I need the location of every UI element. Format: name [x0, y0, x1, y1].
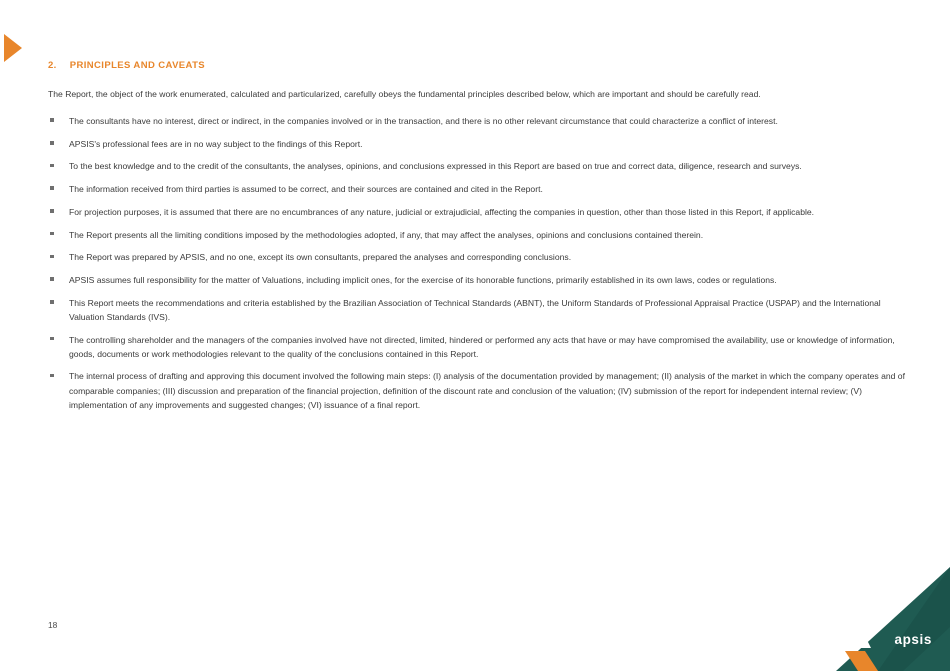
- list-item: [48, 333, 910, 361]
- list-item-text: This Report meets the recommendations and criteria established by the Brazilian Association of Technical Standards (ABNT), the Uniform Standards of Professional Appraisal Practice (USPAP) and the International Valuation Standards (IVS).: [69, 297, 881, 322]
- list-item: [48, 296, 910, 324]
- list-item: [48, 114, 910, 128]
- bullet-square-icon: [50, 255, 54, 259]
- list-item: [48, 273, 910, 287]
- list-item: [48, 159, 910, 173]
- list-item: [48, 228, 910, 242]
- list-item-text: The Report was prepared by APSIS, and no one, except its own consultants, prepared the analyses and corresponding conclusions.: [69, 252, 572, 263]
- section-heading: [48, 60, 205, 71]
- list-item-text: The internal process of drafting and approving this document involved the following main steps: (I) analysis of the documentation provided by management; (II) analysis of the market in which the company operates and of comparable companies; (III) discussion and preparation of the financial projection, definition of the discount rate and conclusion of the valuation; (IV) submission of the report for independent internal review; (V) implementation of any improvements and suggested changes; (VI) issuance of a final report.: [69, 371, 905, 410]
- list-item-text: APSIS's professional fees are in no way subject to the findings of this Report.: [69, 138, 363, 149]
- section-arrow-icon: [4, 34, 22, 62]
- bullet-square-icon: [50, 209, 54, 213]
- list-item-text: The controlling shareholder and the managers of the companies involved have not directed, limited, hindered or performed any acts that have or may have compromised the availability, use or knowledge of information, goods, documents or work methodologies relevant to the quality of the conclusions contained in this Report.: [69, 334, 895, 359]
- principles-list: [48, 114, 910, 421]
- list-item-text: APSIS assumes full responsibility for the matter of Valuations, including implicit ones, for the exercise of its honorable functions, primarily established in its own laws, codes or regulations.: [69, 274, 777, 285]
- triangle-mark-icon: [856, 633, 871, 648]
- bullet-square-icon: [50, 337, 54, 341]
- bullet-square-icon: [50, 118, 54, 122]
- section-number: 2.: [48, 60, 57, 71]
- list-item-text: To the best knowledge and to the credit of the consultants, the analyses, opinions, and conclusions expressed in this Report are based on true and correct data, diligence, research and surveys.: [69, 161, 802, 172]
- bullet-square-icon: [50, 277, 54, 281]
- list-item-text: For projection purposes, it is assumed that there are no encumbrances of any nature, judicial or extrajudicial, affecting the companies in question, other than those listed in this Report, if applicable.: [69, 206, 815, 217]
- bullet-square-icon: [50, 141, 54, 145]
- intro-paragraph: The Report, the object of the work enumerated, calculated and particularized, carefully obeys the fundamental principles described below, which are important and should be carefully read.: [48, 89, 761, 99]
- list-item: [48, 369, 910, 412]
- list-item: [48, 250, 910, 264]
- bullet-square-icon: [50, 164, 54, 168]
- footer-graphic: [718, 567, 950, 671]
- bullet-square-icon: [50, 186, 54, 190]
- bullet-square-icon: [50, 374, 54, 378]
- list-item-text: The Report presents all the limiting conditions imposed by the methodologies adopted, if any, that may affect the analyses, opinions and conclusions contained therein.: [69, 229, 704, 240]
- page-number: 18: [48, 620, 58, 630]
- bullet-square-icon: [50, 300, 54, 304]
- list-item-text: The consultants have no interest, direct or indirect, in the companies involved or in the transaction, and there is no other relevant circumstance that could characterize a conflict of interest.: [69, 116, 778, 126]
- bullet-square-icon: [50, 232, 54, 236]
- apsis-logo: apsis: [894, 632, 932, 647]
- list-item: [48, 182, 910, 196]
- page-title: PRINCIPLES AND CAVEATS: [69, 60, 206, 71]
- list-item: [48, 205, 910, 219]
- list-item-text: The information received from third parties is assumed to be correct, and their sources are contained and cited in the Report.: [69, 184, 543, 195]
- list-item: [48, 137, 910, 151]
